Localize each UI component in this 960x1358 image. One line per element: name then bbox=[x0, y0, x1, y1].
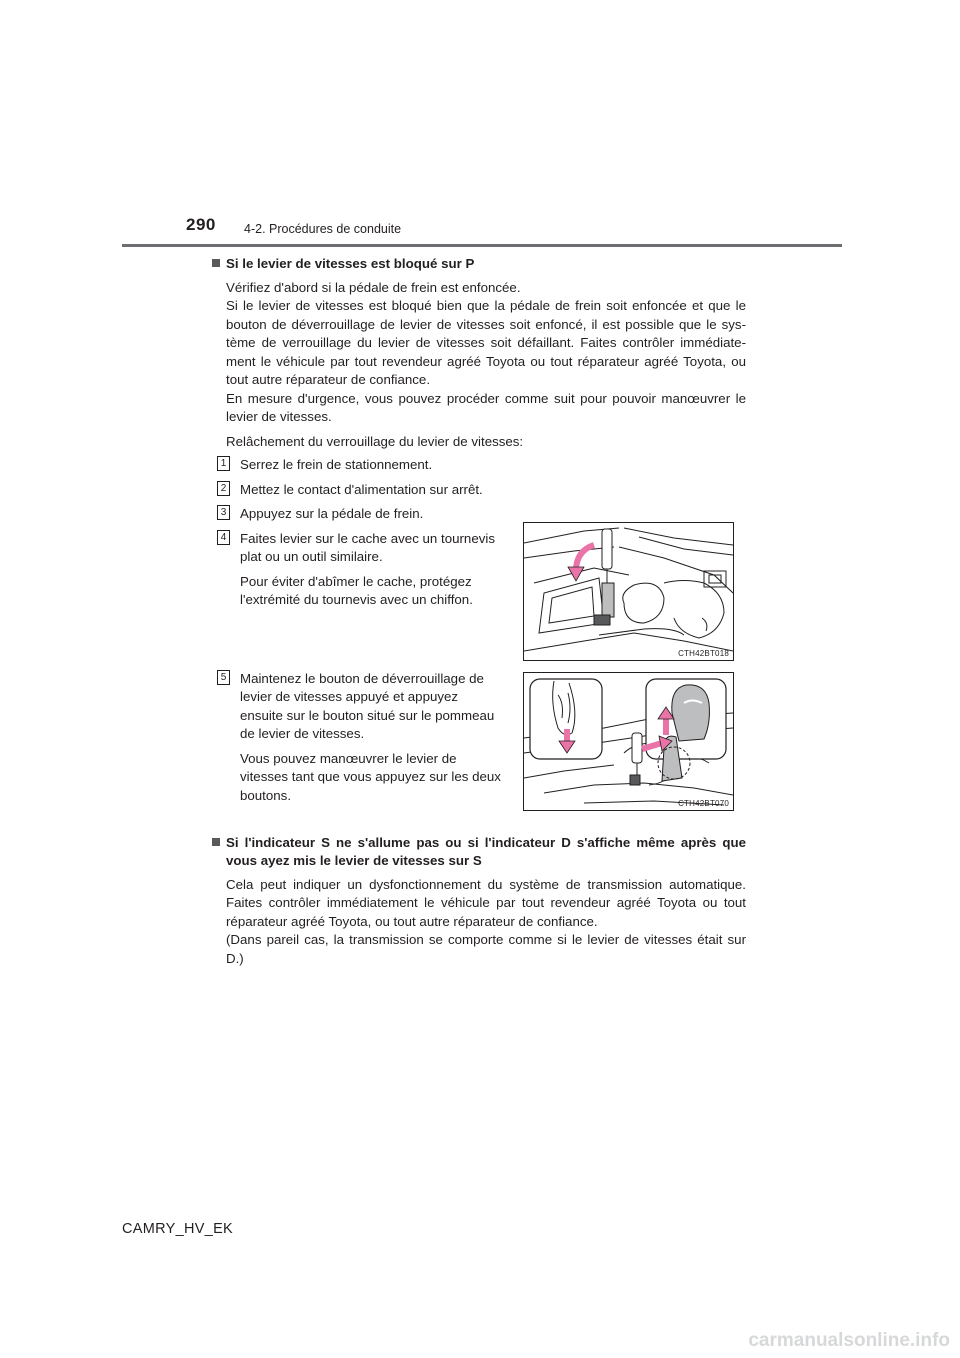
figure-cover-pry bbox=[523, 522, 734, 661]
step-number: 4 bbox=[217, 530, 230, 545]
body-line: Cela peut indiquer un dysfonctionnement du système de transmission automatique. bbox=[226, 876, 746, 892]
header-rule bbox=[122, 244, 842, 247]
intro-line: tème de verrouillage du levier de vitesses soit défaillant. Faites contrôler immédiate- bbox=[226, 335, 746, 350]
body-line: D.) bbox=[226, 950, 244, 966]
intro-paragraph bbox=[226, 279, 746, 427]
heading-bullet-icon bbox=[212, 259, 220, 267]
step-number: 3 bbox=[217, 505, 230, 520]
step-2 bbox=[220, 481, 746, 500]
section-title: 4-2. Procédures de conduite bbox=[244, 222, 402, 236]
shift-release-illustration bbox=[524, 673, 733, 810]
step-note: vitesses tant que vous appuyez sur les deux bbox=[240, 769, 501, 784]
cover-pry-illustration bbox=[524, 523, 733, 660]
intro-line: bouton de déverrouillage de levier de vitesses soit enfoncé, il est possible que le sys- bbox=[226, 316, 746, 332]
step-text: Appuyez sur la pédale de frein. bbox=[240, 506, 424, 521]
step-1 bbox=[220, 456, 746, 475]
s-indicator-paragraph bbox=[226, 876, 746, 969]
step-text: Serrez le frein de stationnement. bbox=[240, 457, 433, 472]
step-number: 1 bbox=[217, 456, 230, 471]
figure-shift-release bbox=[523, 672, 734, 811]
step-number: 2 bbox=[217, 481, 230, 496]
site-watermark: carmanualsonline.info bbox=[748, 1330, 950, 1351]
step-note: Pour éviter d'abîmer le cache, protégez bbox=[240, 573, 472, 589]
step-number: 5 bbox=[217, 670, 230, 685]
step-text: de levier de vitesses. bbox=[240, 726, 365, 741]
step-text: ensuite sur le bouton situé sur le pommeau bbox=[240, 707, 495, 723]
section-heading-s-indicator: Si l'indicateur S ne s'allume pas ou si l'indicateur D s'affiche même après que vous ayez mis le levier de vitesses sur S bbox=[212, 834, 746, 871]
body-line: Faites contrôler immédiatement le véhicule par tout revendeur agréé Toyota ou tout bbox=[226, 895, 746, 910]
intro-line: tout autre réparateur de confiance. bbox=[226, 372, 431, 387]
heading-bullet-icon bbox=[212, 838, 220, 846]
intro-line: En mesure d'urgence, vous pouvez procéder comme suit pour pouvoir manœuvrer le bbox=[226, 390, 746, 406]
step-3 bbox=[220, 505, 746, 524]
step-note: l'extrémité du tournevis avec un chiffon. bbox=[240, 592, 473, 607]
step-text: Faites levier sur le cache avec un tournevis bbox=[240, 530, 495, 546]
step-text: Maintenez le bouton de déverrouillage de bbox=[240, 670, 484, 686]
page-number: 290 bbox=[186, 215, 216, 234]
intro-line: ment le véhicule par tout revendeur agréé Toyota ou tout réparateur agréé Toyota, ou bbox=[226, 353, 746, 369]
step-note: Vous pouvez manœuvrer le levier de bbox=[240, 750, 457, 766]
section-heading-p-lock: Si le levier de vitesses est bloqué sur P bbox=[212, 255, 746, 274]
step-text: levier de vitesses appuyé et appuyez bbox=[240, 689, 459, 704]
body-line: réparateur agréé Toyota, ou tout autre réparateur de confiance. bbox=[226, 913, 598, 929]
intro-line: Vérifiez d'abord si la pédale de frein est enfoncée. bbox=[226, 279, 521, 295]
step-text: Mettez le contact d'alimentation sur arrêt. bbox=[240, 481, 483, 497]
figure-code: CTH42BT070 bbox=[678, 799, 729, 808]
release-title: Relâchement du verrouillage du levier de vitesses: bbox=[226, 433, 524, 449]
step-note: boutons. bbox=[240, 787, 292, 803]
figure-code: CTH42BT018 bbox=[678, 649, 729, 658]
step-text: plat ou un outil similaire. bbox=[240, 549, 383, 564]
model-code: CAMRY_HV_EK bbox=[122, 1221, 234, 1237]
intro-line: levier de vitesses. bbox=[226, 409, 332, 424]
body-line: (Dans pareil cas, la transmission se comporte comme si le levier de vitesses était sur bbox=[226, 932, 746, 947]
intro-line: Si le levier de vitesses est bloqué bien que la pédale de frein soit enfoncée et que le bbox=[226, 298, 746, 313]
